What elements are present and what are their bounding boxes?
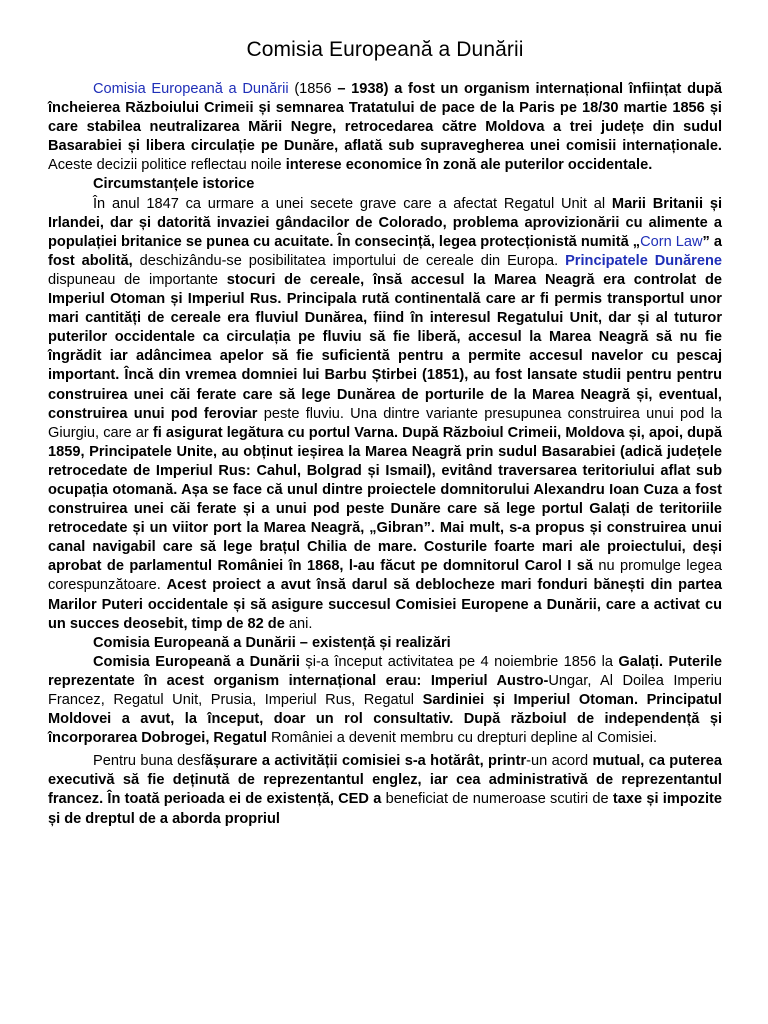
s1-text-5: dispuneau de importante bbox=[48, 271, 227, 288]
s1-text-10: Acest proiect a avut însă darul să deblocheze mari fonduri bănești din partea Marilor Puteri occidentale și să asigure succesul Comisiei Europene a Dunării, care a activat cu un succes deosebit, timp de 82 de bbox=[48, 577, 722, 632]
s1-text-3: ” a fost abolită, bbox=[48, 233, 723, 269]
s2-text-9: -un acord bbox=[526, 753, 593, 770]
document-page bbox=[48, 38, 722, 829]
s2-text-3: Galați. Puterile reprezentate în acest organism internațional erau: Imperiul Austro- bbox=[48, 653, 722, 689]
s2-text-7: Pentru buna desf bbox=[93, 753, 205, 770]
section-heading-circumstante: Circumstanțele istorice bbox=[93, 176, 255, 193]
s2-text-2: și-a început activitatea pe 4 noiembrie 1856 la bbox=[299, 653, 619, 670]
link-corn-law[interactable]: Corn Law bbox=[640, 233, 703, 250]
s2-text-1: Comisia Europeană a Dunării bbox=[93, 653, 300, 670]
page-title: Comisia Europeană a Dunării bbox=[246, 38, 524, 61]
s1-text-1: În anul 1847 ca urmare a unei secete grave care a afectat Regatul Unit al bbox=[93, 195, 612, 212]
s2-text-5: Sardiniei și Imperiul Otoman. Principatul Moldovei a avut, la început, doar un rol consultativ. După războiul de independență și încorporarea Dobrogei, Regatul bbox=[48, 692, 722, 747]
intro-paragraph bbox=[48, 80, 722, 175]
intro-text-normal: Aceste decizii politice reflectau noile bbox=[48, 157, 286, 174]
s1-text-2: Marii Britanii și Irlandei, dar și datorită invaziei gândacilor de Colorado, problema aprovizionării cu alimente a populației britanice se punea cu acuitate. În consecință, legea protecționistă numită „ bbox=[48, 195, 722, 250]
s1-text-6: stocuri de cereale, însă accesul la Marea Neagră era controlat de Imperiul Otoman și Imperiul Rus. Principala rută continentală care ar fi permis transportul unor mari cantități de cereale era fluviul Dunărea, fiind în interesul Regatului Unit, dar și al tuturor puterilor occidentale ca circulația pe fluviu să fie liberă, accesul la Marea Neagră să nu fie îngrădit iar adâncimea apelor să fie suficientă pentru a permite accesul navelor cu pescaj important. Încă din vremea domniei lui Barbu Știrbei (1851), au fost lansate studii pentru pentru construirea unei căi ferate care să lege Dunărea de porturile de la Marea Neagră și, eventual, construirea unui pod feroviar bbox=[48, 271, 722, 422]
intro-years: (1856 bbox=[288, 81, 338, 97]
s2-text-11: beneficiat de numeroase scutiri de bbox=[385, 791, 613, 808]
s2-text-4: Ungar, Al Doilea Imperiu Francez, Regatul Unit, Prusia, Imperiul Rus, Regatul bbox=[48, 672, 722, 708]
s1-text-9: nu promulge legea corespunzătoare. bbox=[48, 558, 723, 594]
s1-text-11: ani. bbox=[288, 615, 313, 632]
section2-paragraph-2 bbox=[48, 752, 722, 828]
s2-text-6: României a devenit membru cu drepturi depline al Comisiei. bbox=[271, 730, 658, 747]
s1-text-8: fi asigurat legătura cu portul Varna. După Războiul Crimeii, Moldova și, apoi, după 1859, Principatele Unite, au obținut ieșirea la Marea Neagră prin sudul Basarabiei (adică județele retrocedate de Imperiul Rus: Cahul, Bolgrad și Ismail), evitând traversarea teritoriului aflat sub ocupația otomană. Așa se face că unul dintre proiectele domnitorului Alexandru Ioan Cuza a fost construirea unei căi ferate și a unui pod peste Dunăre care să lege portul Galați de teritoriile retrocedate și un viitor port la Marea Neagră, „Gibran”. Mai mult, s-a propus și construirea unui canal navigabil care să lege brațul Chilia de mare. Costurile foarte mari ale proiectului, deși aprobat de parlamentul României în 1868, l-au făcut pe domnitorul Carol I să bbox=[48, 424, 723, 575]
s2-text-12: taxe și impozite și de dreptul de a aborda propriul bbox=[48, 791, 722, 827]
s2-text-10: mutual, ca puterea executivă să fie deținută de reprezentantul englez, iar cea administrativă de reprezentantul francez. În toată perioada ei de existență, CED a bbox=[48, 753, 723, 808]
link-comisia[interactable]: Comisia Europeană a Dunării bbox=[93, 81, 289, 97]
s1-text-7: peste fluviu. Una dintre variante presupunea construirea unui pod la Giurgiu, care ar bbox=[48, 405, 723, 441]
intro-text-bold-2: interese economice în zonă ale puterilor occidentale. bbox=[285, 157, 653, 174]
s2-text-8: ășurare a activității comisiei s-a hotărât, printr bbox=[204, 753, 527, 770]
section1-paragraph bbox=[48, 195, 722, 634]
section-heading-existenta: Comisia Europeană a Dunării – existență și realizări bbox=[93, 634, 451, 651]
section2-paragraph-1 bbox=[48, 653, 722, 748]
link-principatele-dunarene[interactable]: Principatele Dunărene bbox=[565, 252, 723, 269]
s1-text-4: deschizându-se posibilitatea importului de cereale din Europa. bbox=[132, 252, 566, 269]
intro-text-bold: – 1938) a fost un organism internațional înființat după încheierea Războiului Crimeii și semnarea Tratatului de pace de la Paris pe 18/30 martie 1856 și care stabilea neutralizarea Mării Negre, retrocedarea către Moldova a trei județe din sudul Basarabiei și libera circulație pe Dunăre, aflată sub supravegherea unei comisii internaționale. bbox=[48, 81, 722, 155]
